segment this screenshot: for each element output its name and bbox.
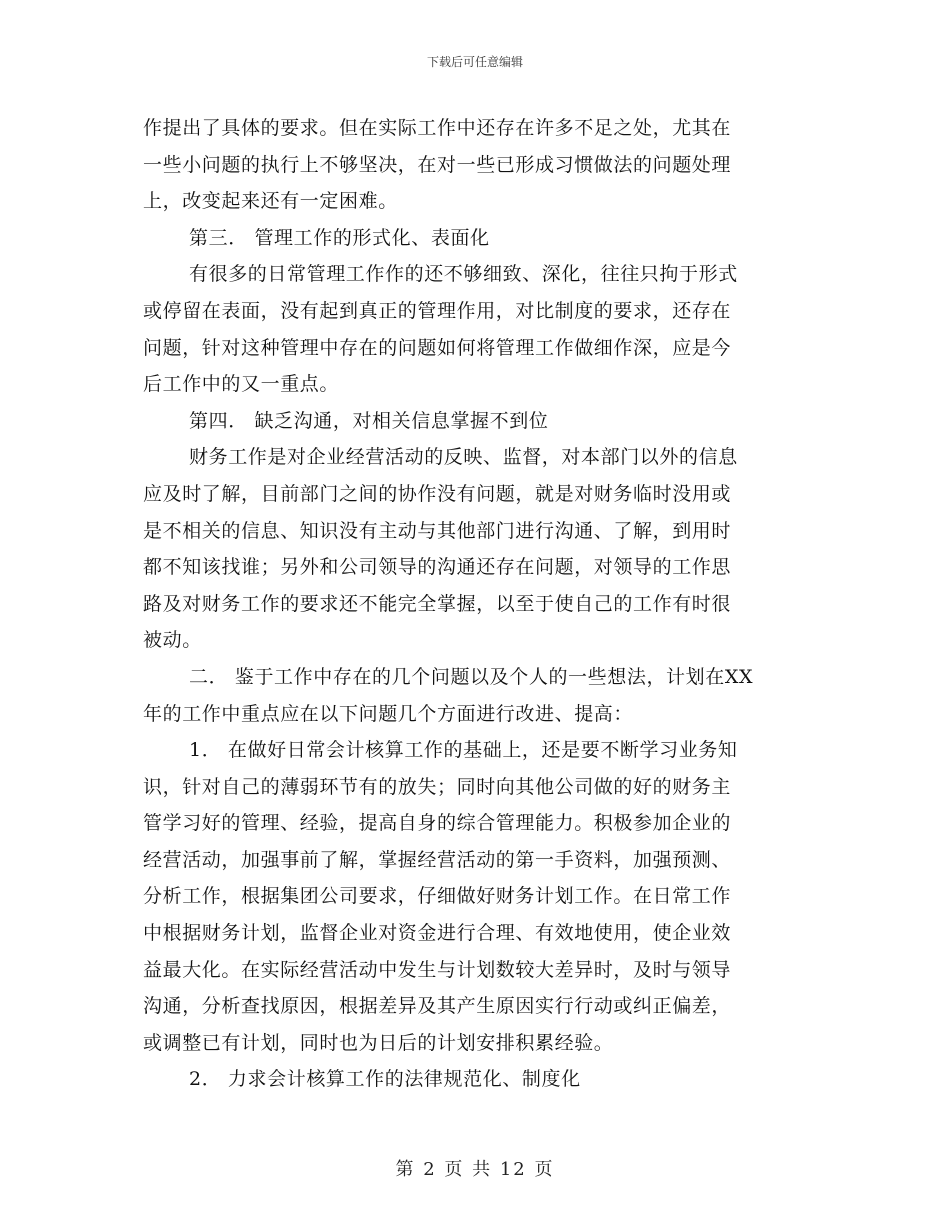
text-line: 益最大化。在实际经营活动中发生与计划数较大差异时，及时与领导 [143, 958, 732, 981]
text-line: 中根据财务计划，监督企业对资金进行合理、有效地使用，使企业效 [143, 922, 732, 945]
text-line: 应及时了解，目前部门之间的协作没有问题，就是对财务临时没用或 [143, 482, 732, 505]
text-line: 年的工作中重点应在以下问题几个方面进行改进、提高： [143, 702, 634, 725]
text-line: 上，改变起来还有一定困难。 [143, 190, 398, 213]
text-line: 二． 鉴于工作中存在的几个问题以及个人的一些想法，计划在XX [189, 665, 754, 688]
text-line: 路及对财务工作的要求还不能完全掌握，以至于使自己的工作有时很 [143, 592, 732, 615]
text-line: 或停留在表面，没有起到真正的管理作用，对比制度的要求，还存在 [143, 299, 732, 322]
text-line: 沟通，分析查找原因，根据差异及其产生原因实行行动或纠正偏差， [143, 995, 732, 1018]
text-line: 财务工作是对企业经营活动的反映、监督，对本部门以外的信息 [189, 446, 738, 469]
document-body [143, 110, 803, 1098]
text-line: 识，针对自己的薄弱环节有的放失；同时向其他公司做的好的财务主 [143, 775, 732, 798]
text-line: 经营活动，加强事前了解，掌握经营活动的第一手资料，加强预测、 [143, 848, 732, 871]
text-line: 或调整已有计划，同时也为日后的计划安排积累经验。 [143, 1031, 614, 1054]
text-line: 被动。 [143, 629, 202, 652]
text-line: 都不知该找谁；另外和公司领导的沟通还存在问题，对领导的工作思 [143, 556, 732, 579]
text-line: 一些小问题的执行上不够坚决，在对一些已形成习惯做法的问题处理 [143, 153, 732, 176]
text-line: 2． 力求会计核算工作的法律规范化、制度化 [189, 1068, 581, 1091]
text-line: 第三． 管理工作的形式化、表面化 [189, 226, 490, 249]
text-line: 有很多的日常管理工作作的还不够细致、深化，往往只拘于形式 [189, 263, 738, 286]
text-line: 分析工作，根据集团公司要求，仔细做好财务计划工作。在日常工作 [143, 885, 732, 908]
text-line: 第四． 缺乏沟通，对相关信息掌握不到位 [189, 409, 549, 432]
text-line: 作提出了具体的要求。但在实际工作中还存在许多不足之处，尤其在 [143, 117, 732, 139]
text-line: 是不相关的信息、知识没有主动与其他部门进行沟通、了解，到用时 [143, 519, 732, 542]
text-line: 1． 在做好日常会计核算工作的基础上，还是要不断学习业务知 [189, 739, 738, 762]
text-line: 后工作中的又一重点。 [143, 373, 340, 396]
text-line: 问题，针对这种管理中存在的问题如何将管理工作做细作深，应是今 [143, 336, 732, 359]
page-header: 下载后可任意编辑 [426, 55, 523, 69]
text-line: 管学习好的管理、经验，提高自身的综合管理能力。积极参加企业的 [143, 812, 732, 835]
page-footer: 第 2 页 共 12 页 [395, 1159, 555, 1180]
